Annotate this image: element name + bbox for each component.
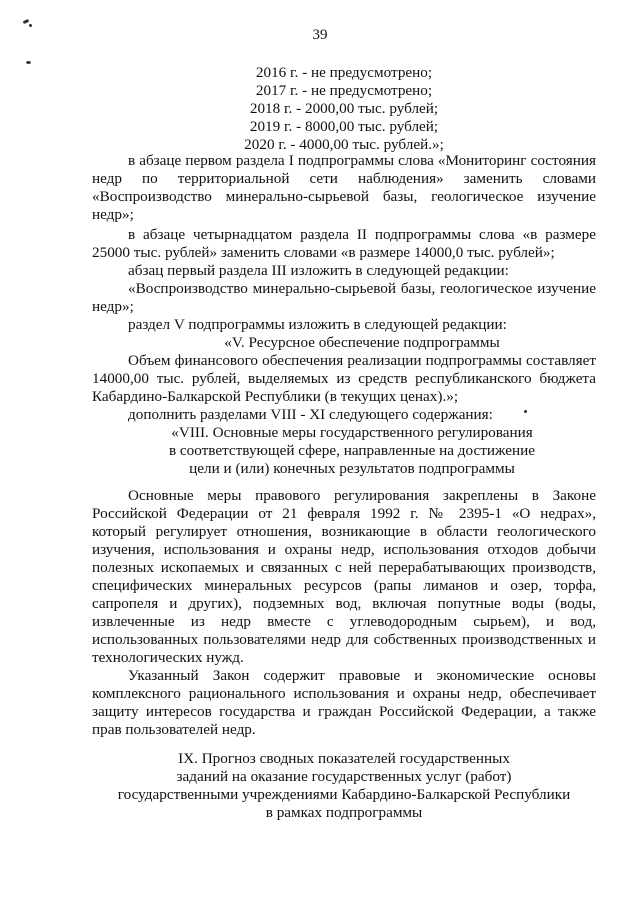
section-heading-line: государственными учреждениями Кабардино-Балкарской Республики (117, 786, 571, 803)
paragraph-section-ii-change (92, 226, 596, 262)
text-line: в абзаце четырнадцатом раздела II подпрограммы слова «в размере (128, 226, 596, 243)
years-list (92, 64, 596, 154)
years-list-item: 2019 г. - 8000,00 тыс. рублей; (249, 118, 439, 135)
text-line: Кабардино-Балкарской Республики (в текущих ценах).»; (92, 388, 459, 405)
paragraph-section-i-change (92, 152, 596, 224)
text-line: использованных пользователями недр для собственных производственных и (92, 631, 596, 648)
text-line: раздел V подпрограммы изложить в следующей редакции: (128, 316, 507, 333)
page-number: 39 (312, 27, 328, 43)
scan-artifact (23, 19, 30, 24)
section-heading: «V. Ресурсное обеспечение подпрограммы (224, 334, 500, 351)
text-line: специфических минеральных ресурсов (рапы лиманов и озер, торфа, (92, 577, 596, 594)
section-heading-line: в рамках подпрограммы (265, 804, 423, 821)
text-line: 14000,00 тыс. рублей, выделяемых из средств республиканского бюджета (92, 370, 596, 387)
paragraph-section-iii-text (92, 280, 596, 316)
text-line: в абзаце первом раздела I подпрограммы слова «Мониторинг состояния (128, 152, 596, 169)
heading-section-ix (92, 750, 596, 822)
text-line: сапропеля и других), подземных вод, включая попутные воды (воды, (92, 595, 596, 612)
section-heading-line: IX. Прогноз сводных показателей государственных (178, 750, 510, 767)
years-list-item: 2020 г. - 4000,00 тыс. рублей.»; (244, 136, 444, 153)
text-line: извлеченные из недр вместе с углеводородным сырьем), и вод, (92, 613, 596, 630)
text-line: недр»; (92, 206, 134, 223)
text-line: Объем финансового обеспечения реализации подпрограммы составляет (128, 352, 596, 369)
section-heading-line: цели и (или) конечных результатов подпрограммы (189, 460, 515, 477)
section-heading-line: в соответствующей сфере, направленные на достижение (168, 442, 536, 459)
text-line: «Воспроизводство минерально-сырьевой базы, геологическое изучение (128, 280, 596, 297)
text-line: прав пользователей недр. (92, 721, 256, 738)
text-line: недр по территориальной сети наблюдения» заменить словами (92, 170, 596, 187)
text-line: Указанный Закон содержит правовые и экономические основы (128, 667, 596, 684)
section-heading-line: заданий на оказание государственных услуг (работ) (176, 768, 512, 785)
paragraph-section-iii-intro (92, 262, 596, 280)
text-line: защиту интересов государства и граждан Российской Федерации, а также (92, 703, 596, 720)
text-line: недр»; (92, 298, 134, 315)
text-line: дополнить разделами VIII - XI следующего содержания: (128, 406, 493, 423)
text-line: который регулирует отношения, возникающие в области геологического (92, 523, 596, 540)
text-line: «Воспроизводство минерально-сырьевой базы, геологическое изучение (92, 188, 596, 205)
text-line: абзац первый раздела III изложить в следующей редакции: (128, 262, 509, 279)
text-line: Основные меры правового регулирования закреплены в Законе (128, 487, 596, 504)
text-line: комплексного рационального использования и охраны недр, обеспечивает (92, 685, 596, 702)
section-heading-line: «VIII. Основные меры государственного регулирования (171, 424, 533, 441)
paragraph-section-v-intro (92, 316, 596, 334)
paragraph-law-summary (92, 667, 596, 739)
paragraph-legal-measures (92, 487, 596, 667)
paragraph-add-sections (92, 406, 596, 424)
text-line: Российской Федерации от 21 февраля 1992 г. № 2395-1 «О недрах», (92, 505, 596, 522)
heading-section-viii (100, 424, 604, 478)
years-list-item: 2017 г. - не предусмотрено; (255, 82, 433, 99)
text-line: полезных ископаемых и связанных с ней перерабатывающих производств, (92, 559, 596, 576)
years-list-item: 2016 г. - не предусмотрено; (255, 64, 433, 81)
years-list-item: 2018 г. - 2000,00 тыс. рублей; (249, 100, 439, 117)
text-line: 25000 тыс. рублей» заменить словами «в размере 14000,0 тыс. рублей»; (92, 244, 555, 261)
text-line: изучения, использования и охраны недр, использования отходов добычи (92, 541, 596, 558)
heading-section-v (110, 334, 614, 352)
scan-artifact (26, 61, 31, 64)
paragraph-section-v-text (92, 352, 596, 406)
text-line: технологических нужд. (92, 649, 244, 666)
